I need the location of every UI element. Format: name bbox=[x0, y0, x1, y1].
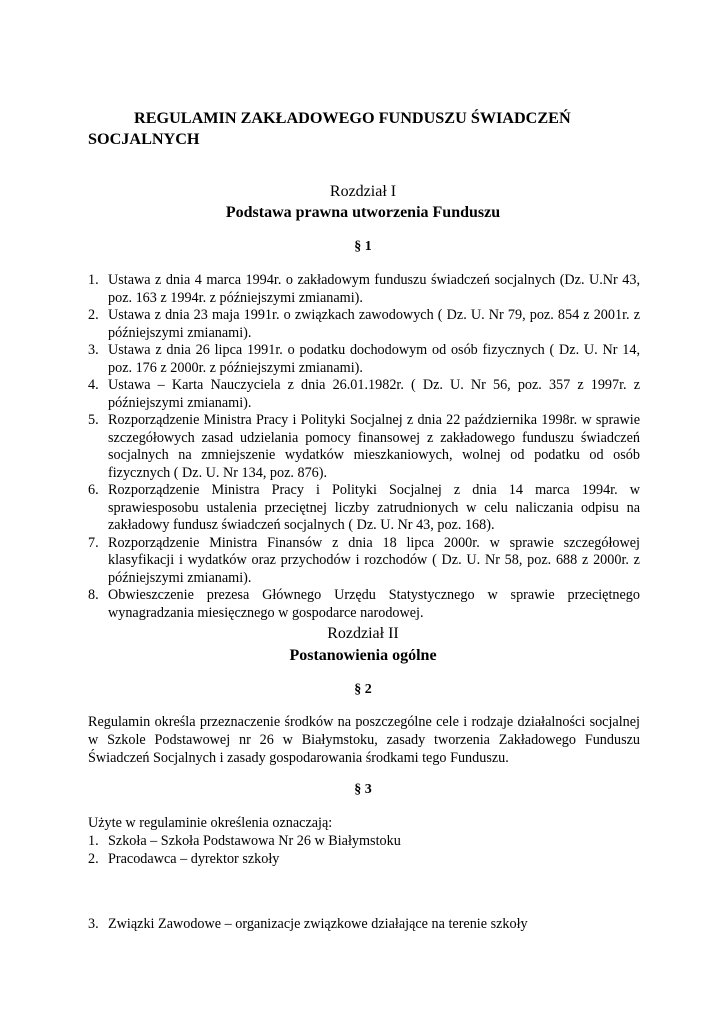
list-item: 4. Ustawa – Karta Nauczyciela z dnia 26.01.1982r. ( Dz. U. Nr 56, poz. 357 z 1997r. z późniejszymi zmianami). bbox=[88, 377, 640, 411]
definition-item: 3. Związki Zawodowe – organizacje związkowe działające na terenie szkoły bbox=[88, 916, 528, 932]
document-title: REGULAMIN ZAKŁADOWEGO FUNDUSZU ŚWIADCZEŃ SOCJALNYCH bbox=[88, 109, 571, 148]
list-item: 6. Rozporządzenie Ministra Pracy i Polityki Socjalnej z dnia 14 marca 1994r. w sprawiesposobu ustalenia przeciętnej liczby zatrudnionych w celu naliczania odpisu na zakładowy fundusz świadczeń socjalnych ( Dz. U. Nr 43, poz. 168). bbox=[88, 482, 640, 533]
list-item: 7. Rozporządzenie Ministra Finansów z dnia 18 lipca 2000r. w sprawie szczegółowej klasyfikacji i wydatków oraz przychodów i rozchodów ( Dz. U. Nr 58, poz. 688 z 2000r. z późniejszymi zmianami). bbox=[88, 534, 640, 586]
chapter-2-subtitle: Postanowienia ogólne bbox=[289, 647, 437, 664]
legal-basis-list bbox=[88, 272, 640, 622]
section-2-mark: § 2 bbox=[354, 682, 372, 697]
list-item: 2. Ustawa z dnia 23 maja 1991r. o związkach zawodowych ( Dz. U. Nr 79, poz. 854 z 2001r. z późniejszymi zmianami). bbox=[88, 307, 640, 341]
chapter-1-subtitle: Podstawa prawna utworzenia Funduszu bbox=[225, 204, 501, 221]
section-1-mark: § 1 bbox=[354, 239, 372, 254]
section-3-intro: Użyte w regulaminie określenia oznaczają: bbox=[88, 815, 333, 831]
list-item: 8. Obwieszczenie prezesa Głównego Urzędu Statystycznego w sprawie przeciętnego wynagradzania miesięcznego w gospodarce narodowej. bbox=[88, 587, 640, 621]
definition-item: 2. Pracodawca – dyrektor szkoły bbox=[88, 851, 280, 867]
chapter-2-heading: Rozdział II bbox=[327, 625, 399, 642]
chapter-1-heading: Rozdział I bbox=[329, 183, 397, 200]
section-2-text: Regulamin określa przeznaczenie środków na poszczególne cele i rodzaje działalności socjalnej w Szkole Podstawowej nr 26 w Białymstoku, zasady tworzenia Zakładowego Funduszu Świadczeń Socjalnych i zasady gospodarowania środkami tego Funduszu. bbox=[88, 714, 640, 766]
section-3-mark: § 3 bbox=[354, 782, 372, 797]
definition-item: 1. Szkoła – Szkoła Podstawowa Nr 26 w Białymstoku bbox=[88, 833, 401, 849]
list-item: 1. Ustawa z dnia 4 marca 1994r. o zakładowym funduszu świadczeń socjalnych (Dz. U.Nr 43, poz. 163 z 1994r. z późniejszymi zmianami). bbox=[88, 272, 640, 306]
list-item: 5. Rozporządzenie Ministra Pracy i Polityki Socjalnej z dnia 22 października 1998r. w sprawie szczegółowych zasad udzielania pomocy finansowej z zakładowego funduszu świadczeń socjalnych na zmniejszenie wydatków mieszkaniowych, wolnej od podatku od osób fizycznych ( Dz. U. Nr 134, poz. 876). bbox=[88, 412, 640, 481]
list-item: 3. Ustawa z dnia 26 lipca 1991r. o podatku dochodowym od osób fizycznych ( Dz. U. Nr 14, poz. 176 z 2000r. z późniejszymi zmianami). bbox=[88, 342, 640, 376]
